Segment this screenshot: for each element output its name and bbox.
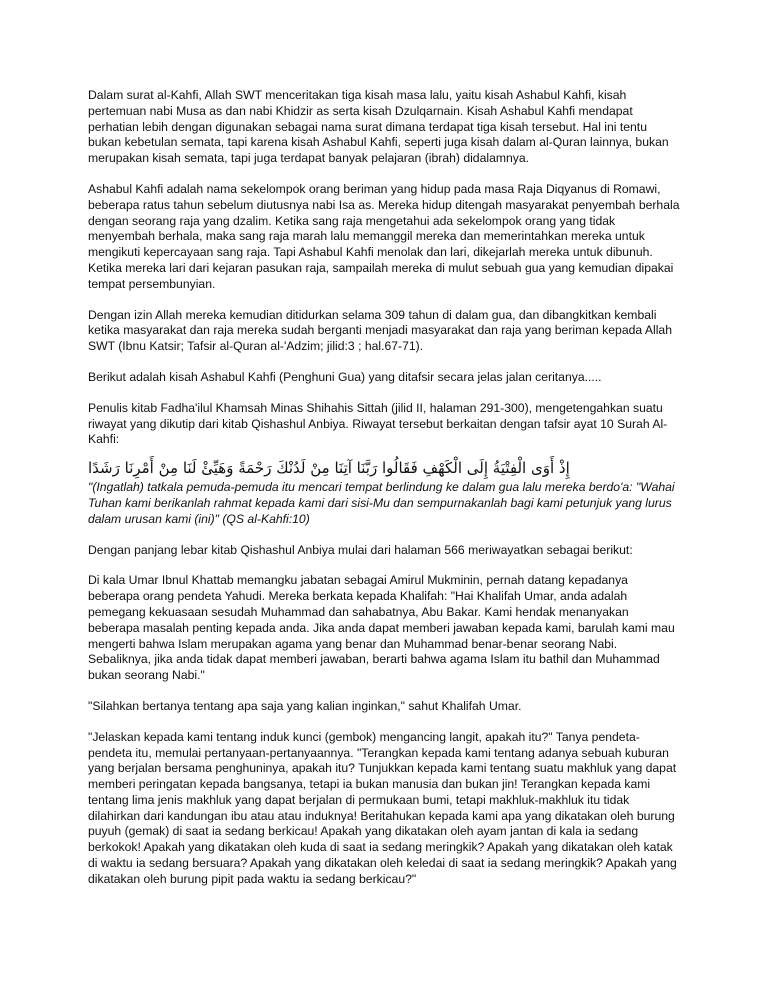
paragraph-questions: "Jelaskan kepada kami tentang induk kunci (gembok) mengancing langit, apakah itu?" Tanya pendeta-pendeta itu, memulai pertanyaan-pertanyaannya. "Terangkan kepada kami tentang adanya sebuah kuburan yang berjalan bersama penghuninya, apakah itu? Tunjukkan kepada kami tentang suatu makhluk yang dapat memberi peringatan kepada bangsanya, tetapi ia bukan manusia dan bukan jin! Terangkan kepada kami tentang lima jenis makhluk yang dapat berjalan di permukaan bumi, tetapi makhluk-makhluk itu tidak dilahirkan dari kandungan ibu atau atau induknya! Beritahukan kepada kami apa yang dikatakan oleh burung puyuh (gemak) di saat ia sedang berkicau! Apakah yang dikatakan oleh ayam jantan di kala ia sedang berkokok! Apakah yang dikatakan oleh kuda di saat ia sedang meringkik? Apakah yang dikatakan oleh katak di waktu ia sedang bersuara? Apakah yang dikatakan oleh keledai di saat ia sedang meringkik? Apakah yang dikatakan oleh burung pipit pada waktu ia sedang berkicau?": [88, 729, 677, 886]
paragraph-intro: Dalam surat al-Kahfi, Allah SWT menceritakan tiga kisah masa lalu, yaitu kisah Ashabul Kahfi, kisah pertemuan nabi Musa as dan nabi Khidzir as serta kisah Dzulqarnain. Kisah Ashabul Kahfi mendapat perhatian lebih dengan digunakan sebagai nama surat dimana terdapat tiga kisah tersebut. Hal ini tentu bukan kebetulan semata, tapi karena kisah Ashabul Kahfi, seperti juga kisah dalam al-Quran lainnya, bukan merupakan kisah semata, tapi juga terdapat banyak pelajaran (ibrah) didalamnya.: [88, 88, 669, 166]
paragraph-309-years: Dengan izin Allah mereka kemudian ditidurkan selama 309 tahun di dalam gua, dan dibangkitkan kembali ketika masyarakat dan raja mereka sudah berganti menjadi masyarakat dan raja yang beriman kepada Allah SWT (Ibnu Katsir; Tafsir al-Quran al-'Adzim; jilid:3 ; hal.67-71).: [88, 307, 672, 354]
paragraph-ashabul-kahfi: Ashabul Kahfi adalah nama sekelompok orang beriman yang hidup pada masa Raja Diqyanus di Romawi, beberapa ratus tahun sebelum diutusnya nabi Isa as. Mereka hidup ditengah masyarakat penyembah berhala dengan seorang raja yang dzalim. Ketika sang raja mengetahui ada sekelompok orang yang tidak menyembah berhala, maka sang raja marah lalu memanggil mereka dan memerintahkan mereka untuk mengikuti kepercayaan sang raja. Tapi Ashabul Kahfi menolak dan lari, dikejarlah mereka untuk dibunuh. Ketika mereka lari dari kejaran pasukan raja, sampailah mereka di mulut sebuah gua yang kemudian dipakai tempat persembunyian.: [88, 181, 680, 291]
paragraph-umar-reply: "Silahkan bertanya tentang apa saja yang kalian inginkan," sahut Khalifah Umar.: [88, 698, 522, 713]
paragraph-umar-story: Di kala Umar Ibnul Khattab memangku jabatan sebagai Amirul Mukminin, pernah datang kepadanya beberapa orang pendeta Yahudi. Mereka berkata kepada Khalifah: "Hai Khalifah Umar, anda adalah pemegang kekuasaan sesudah Muhammad dan sahabatnya, Abu Bakar. Kami hendak menanyakan beberapa masalah penting kepada anda. Jika anda dapat memberi jawaban kepada kami, barulah kami mau mengerti bahwa Islam merupakan agama yang benar dan Muhammad benar-benar seorang Nabi. Sebaliknya, jika anda tidak dapat memberi jawaban, berarti bahwa agama Islam itu bathil dan Muhammad bukan seorang Nabi.": [88, 573, 675, 683]
verse-translation: "(Ingatlah) tatkala pemuda-pemuda itu mencari tempat berlindung ke dalam gua lalu mereka berdo'a: "Wahai Tuhan kami berikanlah rahmat kepada kami dari sisi-Mu dan sempurnakanlah bagi kami petunjuk yang lurus dalam urusan kami (ini)" (QS al-Kahfi:10): [88, 480, 675, 526]
paragraph-qishashul-anbiya: Dengan panjang lebar kitab Qishashul Anbiya mulai dari halaman 566 meriwayatkan sebagai berikut:: [88, 542, 633, 557]
paragraph-penulis-kitab: Penulis kitab Fadha'ilul Khamsah Minas Shihahis Sittah (jilid II, halaman 291-300), mengetengahkan suatu riwayat yang dikutip dari kitab Qishashul Anbiya. Riwayat tersebut berkaitan dengan tafsir ayat 10 Surah Al-Kahfi:: [88, 400, 668, 447]
arabic-verse: إِذْ أَوَى الْفِتْيَةُ إِلَى الْكَهْفِ فَقَالُوا رَبَّنَا آتِنَا مِنْ لَدُنْكَ رَحْمَةً وَهَيِّئْ لَنَا مِنْ أَمْرِنَا رَشَدًا: [88, 459, 570, 478]
document-page: [88, 88, 682, 903]
paragraph-berikut: Berikut adalah kisah Ashabul Kahfi (Penghuni Gua) yang ditafsir secara jelas jalan ceritanya.....: [88, 369, 602, 384]
